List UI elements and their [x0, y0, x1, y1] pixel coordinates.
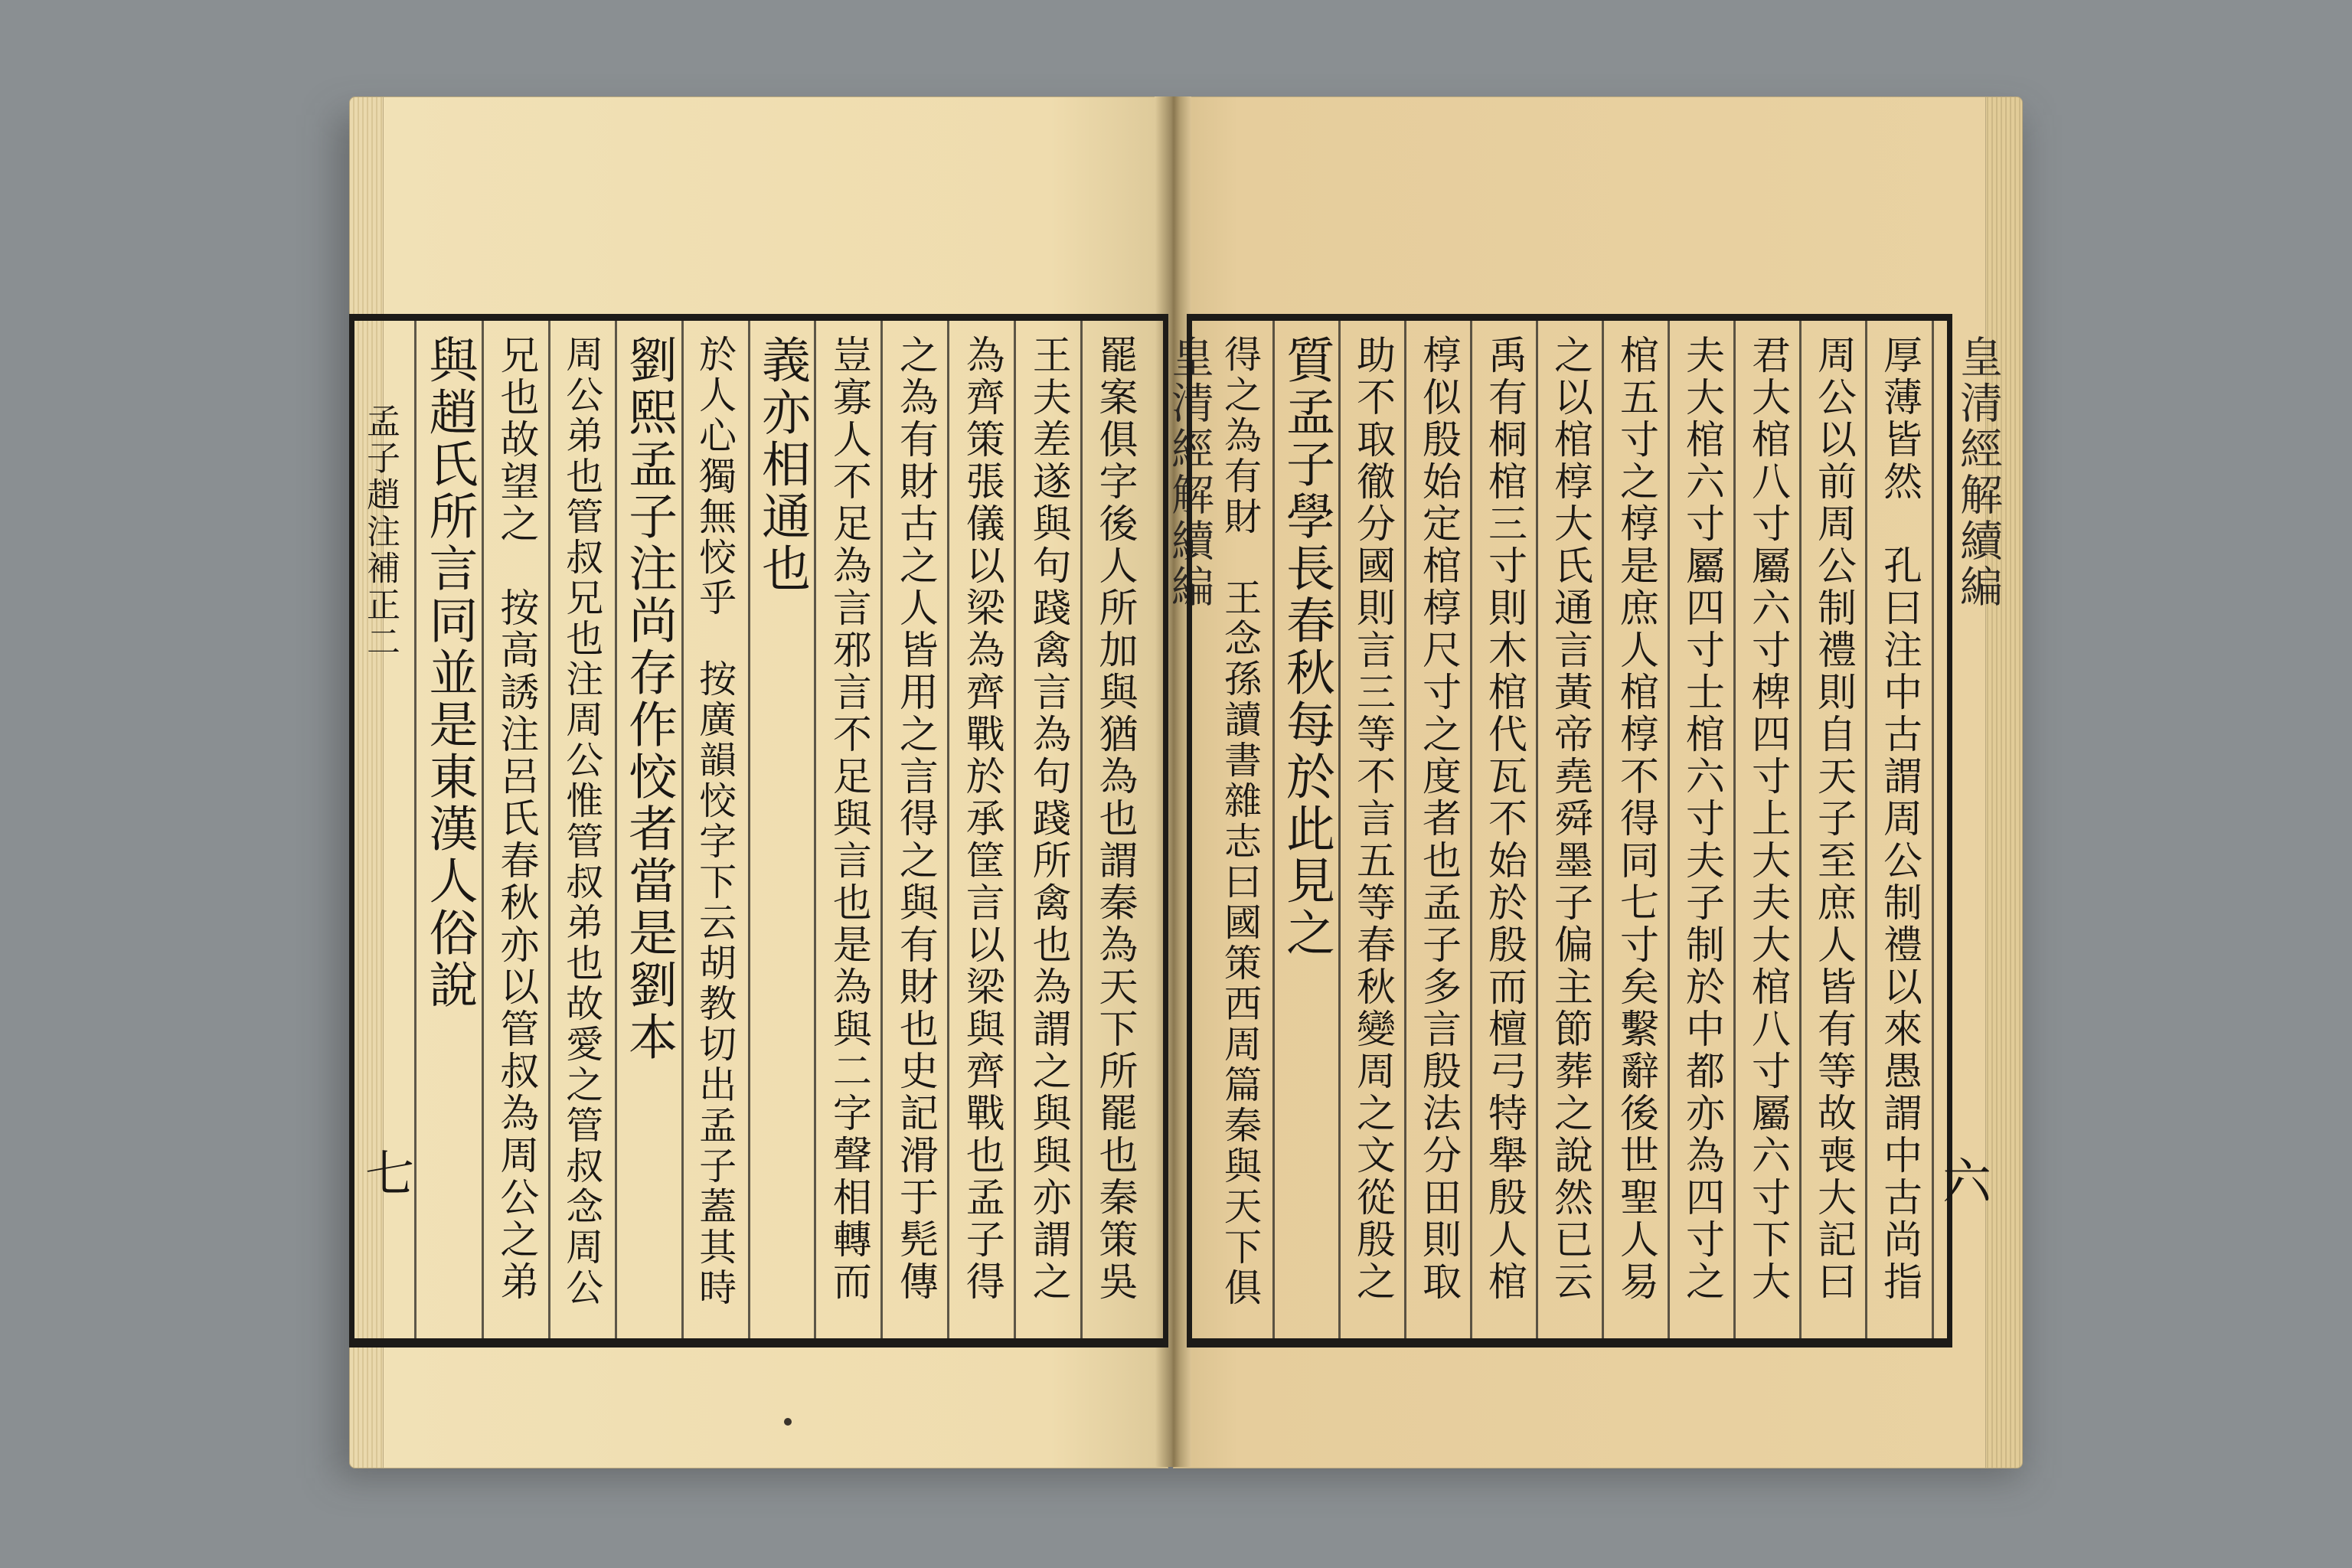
left-text-column	[948, 321, 1014, 1338]
left-margin-title: 皇清經解續編	[1165, 335, 1214, 610]
right-column-text: 得之為有財 王念孫讀書雜志曰國策西周篇秦與天下俱	[1218, 335, 1263, 1308]
left-column-text: 豈寡人不足為言邪言不足與言也是為與二字聲相轉而	[825, 335, 871, 1303]
left-text-column	[749, 321, 815, 1338]
right-column-text: 夫大棺六寸屬四寸士棺六寸夫子制於中都亦為四寸之	[1678, 335, 1724, 1303]
left-text-column	[616, 321, 682, 1338]
right-text-column	[1537, 321, 1602, 1338]
right-text-column	[1866, 321, 1932, 1338]
right-column-text: 助不取徹分國則言三等不言五等春秋變周之文從殷之	[1349, 335, 1395, 1303]
right-column-text: 禹有桐棺三寸則木棺代瓦不始於殷而檀弓特舉殷人棺	[1481, 335, 1527, 1303]
left-text-column	[1081, 321, 1148, 1338]
left-column-text: 兄也故望之 按高誘注呂氏春秋亦以管叔為周公之弟	[492, 335, 538, 1303]
left-margin-sub: 孟子趙注補正二	[361, 403, 400, 661]
right-text-column	[1207, 321, 1273, 1338]
left-column-text: 罷案俱字後人所加與猶為也謂秦為天下所罷也秦策吳	[1092, 335, 1138, 1303]
right-column-text: 椁似殷始定棺椁尺寸之度者也孟子多言殷法分田則取	[1415, 335, 1461, 1303]
left-text-column	[416, 321, 482, 1338]
right-text-frame	[1187, 314, 2003, 1348]
right-text-column	[1273, 321, 1339, 1338]
left-folio: 七	[357, 1148, 413, 1197]
right-text-column	[1800, 321, 1866, 1338]
right-margin-title: 皇清經解續編	[1953, 335, 2003, 610]
left-column-text: 與趙氏所言同並是東漢人俗說	[420, 335, 478, 1011]
left-column-text: 劉熙孟子注尚存作恔者當是劉本	[620, 335, 678, 1063]
left-column-text: 義亦相通也	[753, 335, 810, 595]
right-column-text: 周公以前周公制禮則自天子至庶人皆有等故喪大記曰	[1810, 335, 1856, 1303]
left-column-text: 王夫差遂與句踐禽言為句踐所禽也為謂之與與亦謂之	[1025, 335, 1071, 1303]
left-text-column	[482, 321, 549, 1338]
left-column-text: 之為有財古之人皆用之言得之與有財也史記滑于髡傳	[892, 335, 938, 1303]
right-column-text: 厚薄皆然 孔曰注中古謂周公制禮以來愚謂中古尚指	[1876, 335, 1922, 1303]
right-text-column	[1734, 321, 1800, 1338]
right-column-text: 棺五寸之椁是庶人棺椁不得同七寸矣繫辭後世聖人易	[1612, 335, 1658, 1303]
left-text-frame	[349, 314, 1214, 1348]
left-text-column	[1014, 321, 1081, 1338]
left-column-text: 周公弟也管叔兄也注周公惟管叔弟也故愛之管叔念周公	[560, 335, 604, 1308]
left-text-column	[682, 321, 749, 1338]
right-text-column	[1405, 321, 1471, 1338]
left-text-column	[549, 321, 616, 1338]
left-column-text: 為齊策張儀以梁為齊戰於承筐言以梁與齊戰也孟子得	[959, 335, 1004, 1303]
right-text-column	[1668, 321, 1734, 1338]
left-column-text: 於人心獨無恔乎 按廣韻恔字下云胡教切出孟子蓋其時	[693, 335, 737, 1308]
ink-speck	[784, 1418, 792, 1426]
right-text-column	[1602, 321, 1668, 1338]
right-text-column	[1471, 321, 1537, 1338]
left-text-column	[881, 321, 948, 1338]
right-column-text: 之以棺椁大氏通言黃帝堯舜墨子偏主節葬之說然已云	[1547, 335, 1592, 1303]
right-column-text: 君大棺八寸屬六寸椑四寸上大夫大棺八寸屬六寸下大	[1744, 335, 1790, 1303]
right-folio: 六	[1934, 1155, 1991, 1204]
left-text-column	[815, 321, 881, 1338]
right-text-column	[1339, 321, 1405, 1338]
right-column-text: 質孟子學長春秋每於此見之	[1278, 335, 1334, 959]
